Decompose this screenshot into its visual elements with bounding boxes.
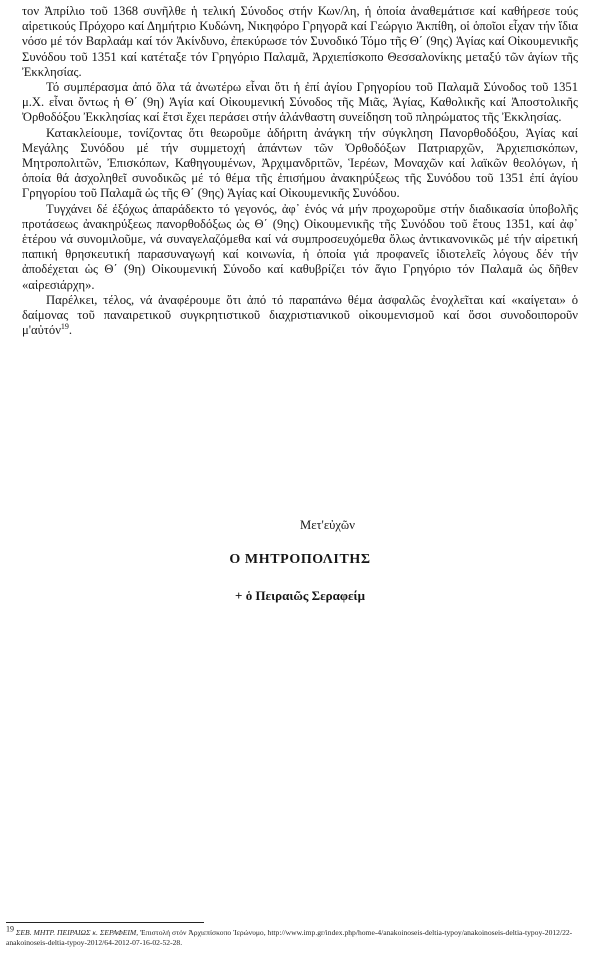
signature-title: Ο ΜΗΤΡΟΠΟΛΙΤΗΣ: [229, 552, 371, 567]
footnote-number: 19: [6, 924, 14, 934]
paragraph-2: Τό συμπέρασμα ἀπό ὅλα τά ἀνωτέρω εἶναι ὅτι ἡ ἐπί ἁγίου Γρηγορίου τοῦ Παλαμᾶ Σύνοδος τοῦ 1351 μ.Χ. εἶναι ὄντως ἡ Θ΄ (9η) Ἁγία καί Οἰκουμενική Σύνοδος τῆς Μιᾶς, Ἁγίας, Καθολικῆς καί Ἀποστολικῆς Ὀρθοδόξου Ἐκκλησίας καί ἔτσι ἔχει περάσει στήν ἀλάνθαστη συνείδηση τοῦ πληρώματος τῆς Ἐκκλησίας.: [22, 80, 578, 125]
paragraph-4: Τυγχάνει δέ ἐξόχως ἀπαράδεκτο τό γεγονός, ἀφ᾽ ἑνός νά μήν προχωροῦμε στήν διαδικασία ὑποβολῆς προτάσεως ἀνακηρύξεως πανορθοδόξως ὡς Θ΄ (9ης) Οἰκουμενικῆς τῆς Συνόδου τοῦ ἔτους 1351, καί ἀφ᾽ ἑτέρου νά συνομιλοῦμε, νά συναγελαζόμεθα καί νά συμπροσευχόμεθα ὅλως ἀντικανονικῶς μέ τήν αἱρετική παπική θρησκευτική παρασυναγωγή καί κοινωνία, ἡ ὁποία γιά προφανεῖς ἰδιοτελεῖς λόγους δέν τήν ἀποδέχεται ὡς Θ΄ (9η) Οἰκουμενική Σύνοδο καί καθυβρίζει τόν ἅγιο Γρηγόριο τόν Παλαμᾶ ὡς δῆθεν «αἱρεσιάρχη».: [22, 201, 578, 292]
letter-body: [22, 4, 578, 338]
paragraph-5: Παρέλκει, τέλος, νά ἀναφέρουμε ὅτι ἀπό τό παραπάνω θέμα ἀσφαλῶς ἐνοχλεῖται καί «καίγεται» ὁ δαίμονας τοῦ παναιρετικοῦ συγκρητιστικοῦ διαχριστιανικοῦ οἰκουμενισμοῦ καί ὅσοι συνοδοιποροῦν μ'αὐτόν$^{19}$.: [22, 292, 578, 338]
footnote: [6, 924, 592, 948]
paragraph-3: Κατακλείουμε, τονίζοντας ὅτι θεωροῦμε ἀδήριτη ἀνάγκη τήν σύγκληση Πανορθοδόξου, Ἁγίας καί Μεγάλης Συνόδου μέ τήν συμμετοχή ἁπάντων τῶν Ὀρθοδόξων Πατριαρχῶν, Ἀρχιεπισκόπων, Μητροπολιτῶν, Ἐπισκόπων, Καθηγουμένων, Ἀρχιμανδριτῶν, Ἱερέων, Μοναχῶν καί λαϊκῶν θεολόγων, ἡ ὁποία θά ἀσχοληθεῖ συνοδικῶς μέ τό θέμα τῆς ἐπισήμου ἀνακηρύξεως τῆς Συνόδου τοῦ 1351 ἐπί ἁγίου Γρηγορίου τοῦ Παλαμᾶ ὡς τῆς Θ΄ (9ης) Ἁγίας καί Οἰκουμενικῆς Συνόδου.: [22, 125, 578, 201]
footnote-text: Ἐπιστολή στόν Ἀρχιεπίσκοπο Ἱερώνυμο, http://www.imp.gr/index.php/home-4/anakoinoseis-deltia-typoy/anakoinoseis-deltia-typoy-2012/22-anakoinoseis-deltia-typoy-2012/64-2012-07-16-02-52-28.: [6, 928, 573, 947]
paragraph-5-text: Παρέλκει, τέλος, νά ἀναφέρουμε ὅτι ἀπό τό παραπάνω θέμα ἀσφαλῶς ἐνοχλεῖται καί «καίγεται» ὁ δαίμονας τοῦ παναιρετικοῦ συγκρητιστικοῦ διαχριστιανικοῦ οἰκουμενισμοῦ καί ὅσοι συνοδοιποροῦν μ'αὐτόν: [22, 292, 578, 338]
footnote-divider: [6, 922, 204, 923]
footnote-author: ΣΕΒ. ΜΗΤΡ. ΠΕΙΡΑΙΩΣ κ. ΣΕΡΑΦΕΙΜ,: [15, 928, 139, 937]
closing-greeting: Μετ'εὐχῶν: [300, 518, 355, 532]
paragraph-1: τον Ἀπρίλιο τοῦ 1368 συνῆλθε ἡ τελική Σύνοδος στήν Κων/λη, ἡ ὁποία ἀναθεμάτισε καί καθήρεσε τούς αἱρετικούς Πρόχορο καί Δημήτριο Κυδώνη, Νικηφόρο Γρηγορᾶ καί Γεώργιο Ἀκπίθη, οἱ ὁποῖοι εἶχαν τήν ἴδια νόσο μέ τόν Βαρλαάμ καί τόν Ἀκίνδυνο, ἐπεκύρωσε τόν Συνοδικό Τόμο τῆς Θ΄ (9ης) Ἁγίας καί Οἰκουμενικῆς Συνόδου τοῦ 1351 καί κατέταξε τόν Γρηγόριο Παλαμᾶ, Ἀρχιεπίσκοπο Θεσσαλονίκης μεταξύ τῶν ἁγίων τῆς Ἐκκλησίας.: [22, 4, 578, 79]
signature-name: + ὁ Πειραιῶς Σεραφείμ: [235, 588, 365, 603]
footnote-reference: 19: [60, 322, 69, 332]
